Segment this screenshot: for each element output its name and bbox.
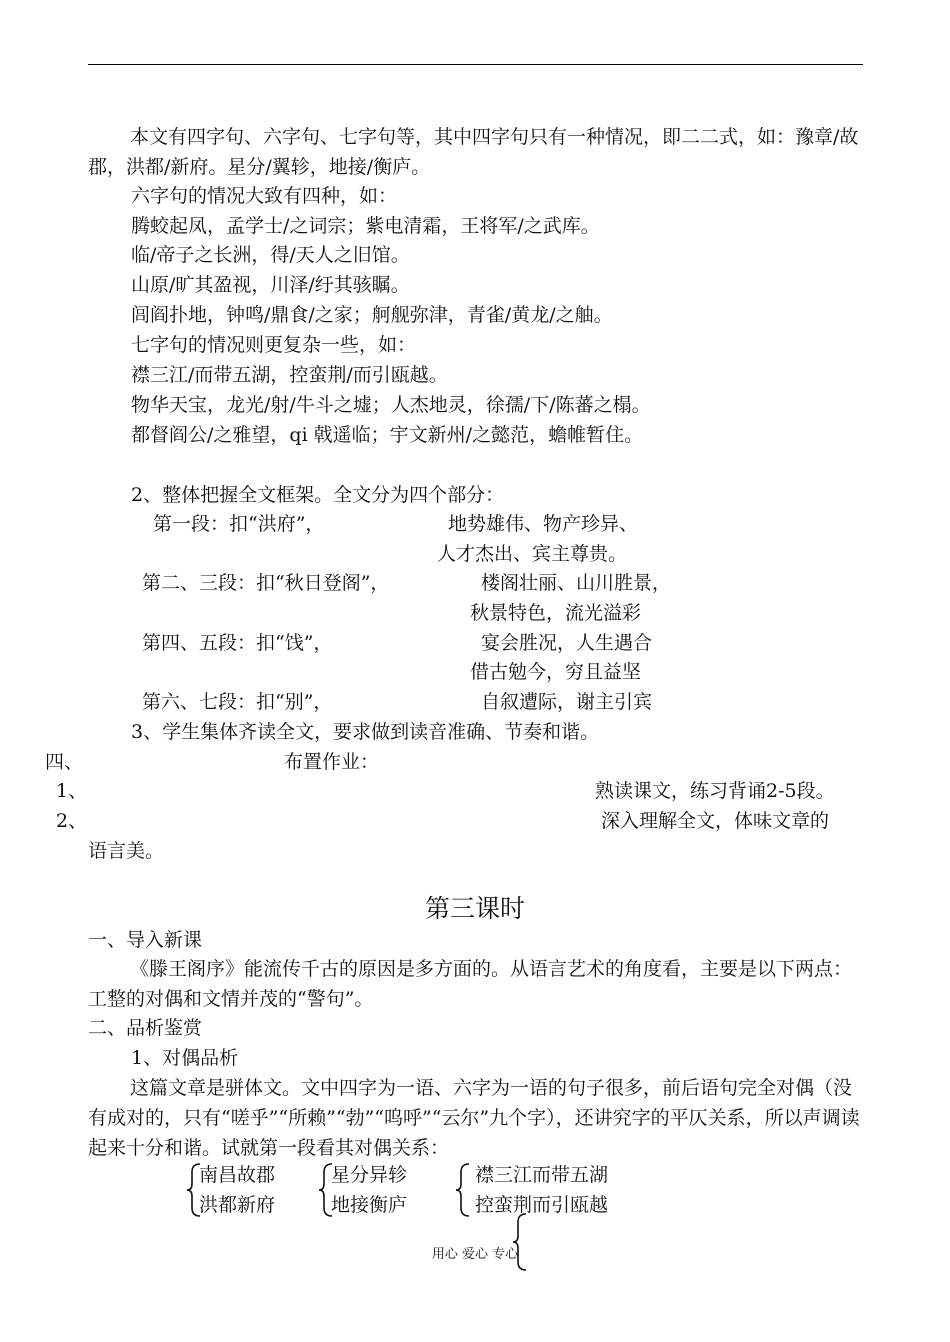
duiou-paragraph: 这篇文章是骈体文。文中四字为一语、六字为一语的句子很多，前后语句完全对偶（没有成对的，只有“嗟乎”“所赖”“勃”“呜呼”“云尔”九个字），还讲究字的平仄关系，所以声调读起来十分和谐。试就第一段看其对偶关系：: [88, 1077, 860, 1159]
lesson-title: 第三课时: [424, 894, 525, 923]
intro-paragraph: 《滕王阁序》能流传千古的原因是多方面的。从语言艺术的角度看，主要是以下两点：工整的对偶和文情并茂的“警句”。: [88, 958, 853, 1010]
appreciation-heading: 二、品析鉴赏: [88, 1017, 203, 1039]
part-1-content-a: 地势雄伟、物产珍异、: [448, 513, 639, 535]
part-3-content-a: 宴会胜况，人生遇合: [481, 632, 653, 654]
line-six-example-3: 山原/旷其盈视，川泽/纡其骇瞩。: [131, 274, 410, 296]
part-1-content-b: 人才杰出、宾主尊贵。: [437, 543, 628, 565]
part-4-content-a: 自叙遭际，谢主引宾: [481, 691, 653, 713]
part-1-label: 第一段：扣“洪府”，: [153, 513, 325, 535]
brace-pair-3: [455, 1162, 471, 1218]
line-six-example-4: 闾阎扑地，钟鸣/鼎食/之家；舸舰弥津，青雀/黄龙/之舳。: [131, 304, 613, 326]
homework-number: 四、: [45, 751, 84, 773]
page-footer: 用心 爱心 专心: [431, 1247, 519, 1262]
pair-1-line-b: 洪都新府: [199, 1194, 276, 1216]
part-3-label: 第四、五段：扣“饯”，: [142, 632, 333, 654]
part-2-label: 第二、三段：扣“秋日登阁”，: [142, 572, 390, 594]
line-seven-intro: 七字句的情况则更复杂一些，如：: [131, 334, 417, 356]
homework-2-number: 2、: [56, 810, 88, 832]
part-2-content-b: 秋景特色，流光溢彩: [470, 602, 642, 624]
line-six-example-1: 腾蛟起凤，孟学士/之词宗；紫电清霜，王将军/之武库。: [131, 215, 600, 237]
part-2-content-a: 楼阁壮丽、山川胜景，: [481, 572, 672, 594]
pair-3-line-a: 襟三江而带五湖: [475, 1164, 609, 1186]
part-3-content-b: 借古勉今，穷且益坚: [470, 661, 642, 683]
header-rule: [88, 64, 863, 65]
homework-2-text: 深入理解全文，体味文章的: [601, 810, 830, 832]
line-seven-example-2: 物华天宝，龙光/射/牛斗之墟；人杰地灵，徐孺/下/陈蕃之榻。: [131, 394, 651, 416]
duiou-heading: 1、对偶品析: [131, 1047, 239, 1069]
part-4-label: 第六、七段：扣“别”，: [142, 691, 333, 713]
homework-title: 布置作业：: [284, 751, 380, 773]
paragraph-sentence-types: 本文有四字句、六字句、七字句等，其中四字句只有一种情况，即二二式，如：豫章/故郡，洪都/新府。星分/翼轸，地接/衡庐。: [88, 126, 859, 178]
pair-1-line-a: 南昌故郡: [199, 1164, 276, 1186]
line-seven-example-1: 襟三江/而带五湖，控蛮荆/而引瓯越。: [131, 364, 448, 386]
pair-2-line-b: 地接衡庐: [331, 1194, 408, 1216]
line-seven-example-3: 都督阎公/之雅望，qi 戟遥临；宇文新州/之懿范，蟾帷暂住。: [131, 424, 644, 446]
intro-heading: 一、导入新课: [88, 929, 203, 951]
pair-2-line-a: 星分异轸: [331, 1164, 408, 1186]
homework-2-continuation: 语言美。: [88, 840, 165, 862]
homework-1-text: 熟读课文，练习背诵2-5段。: [595, 780, 835, 802]
homework-1-number: 1、: [56, 780, 88, 802]
section-3-text: 3、学生集体齐读全文，要求做到读音准确、节奏和谐。: [131, 721, 600, 743]
pair-3-line-b: 控蛮荆而引瓯越: [475, 1194, 609, 1216]
line-six-intro: 六字句的情况大致有四种，如：: [131, 185, 398, 207]
line-six-example-2: 临/帝子之长洲，得/天人之旧馆。: [131, 244, 410, 266]
section-2-title: 2、整体把握全文框架。全文分为四个部分：: [131, 484, 505, 506]
